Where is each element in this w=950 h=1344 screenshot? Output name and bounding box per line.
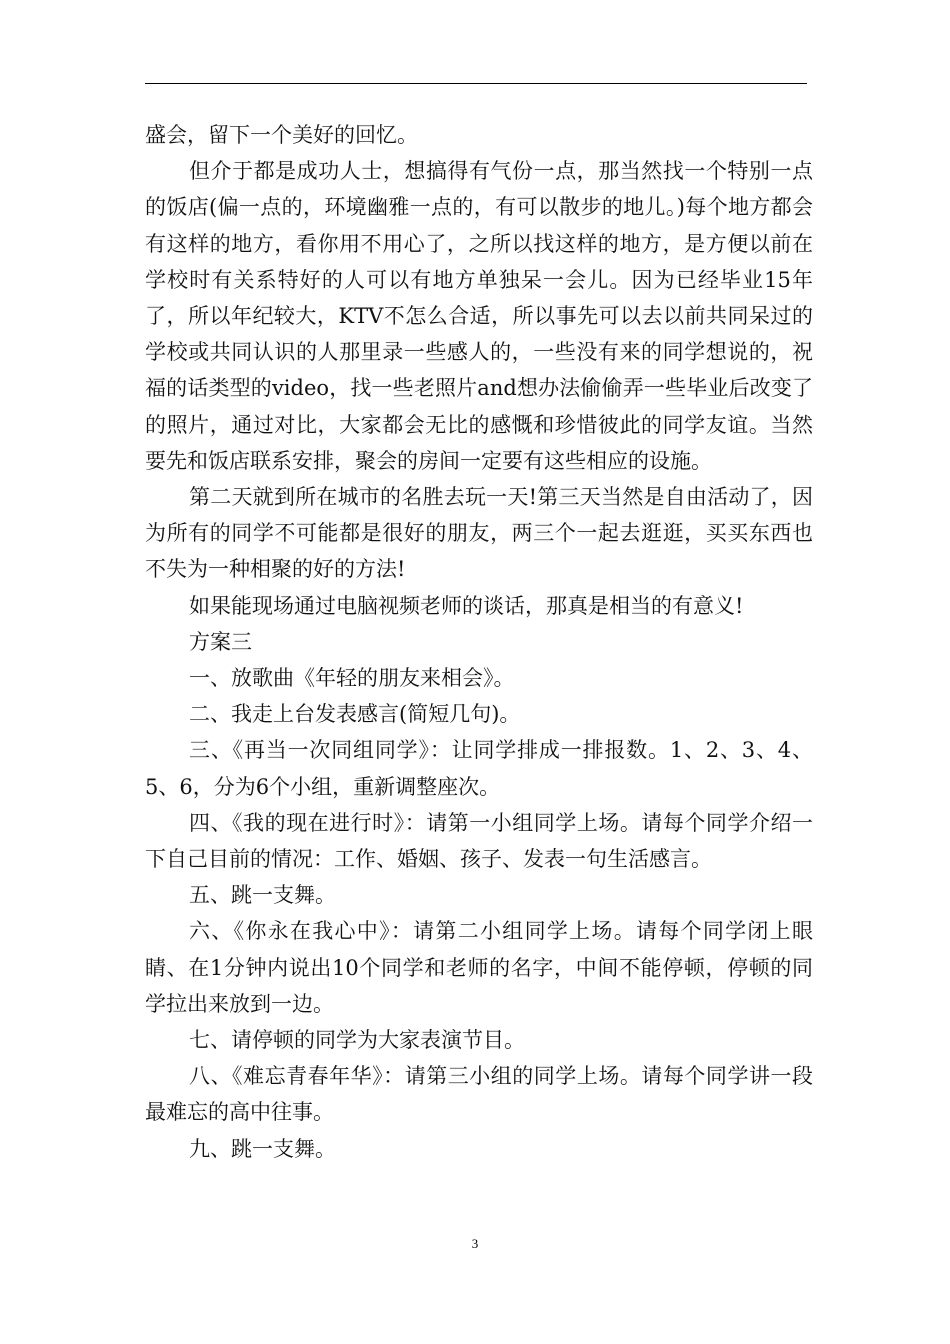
list-item: 七、请停顿的同学为大家表演节目。 [189,1028,525,1053]
header-rule [145,83,807,84]
list-item: 四、《我的现在进行时》：请第一小组同学上场。请每个同学介绍一下自己目前的情况：工作、婚姻、孩子、发表一句生活感言。 [145,810,813,872]
paragraph: 如果能现场通过电脑视频老师的谈话，那真是相当的有意义! [189,593,744,618]
list-item: 五、跳一支舞。 [189,883,336,908]
list-item: 二、我走上台发表感言(简短几句)。 [189,702,521,727]
section-heading: 方案三 [189,629,252,654]
list-item: 九、跳一支舞。 [189,1136,336,1161]
list-item: 三、《再当一次同组同学》：让同学排成一排报数。1、2、3、4、5、6，分为6个小组，重新调整座次。 [145,738,813,799]
page-number: 3 [471,1236,479,1251]
paragraph: 第二天就到所在城市的名胜去玩一天!第三天当然是自由活动了，因为所有的同学不可能都是很好的朋友，两三个一起去逛逛，买买东西也不失为一种相聚的好的方法! [145,485,813,582]
list-item: 八、《难忘青春年华》：请第三小组的同学上场。请每个同学讲一段最难忘的高中往事。 [145,1064,813,1125]
paragraph: 盛会，留下一个美好的回忆。 [145,123,418,147]
paragraph: 但介于都是成功人士，想搞得有气份一点，那当然找一个特别一点的饭店(偏一点的，环境幽雅一点的，有可以散步的地儿。)每个地方都会有这样的地方，看你用不用心了，之所以找这样的地方，是方便以前在学校时有关系特好的人可以有地方单独呆一会儿。因为已经毕业15年了，所以年纪较大，KTV不怎么合适，所以事先可以去以前共同呆过的学校或共同认识的人那里录一些感人的，一些没有来的同学想说的，祝福的话类型的video，找一些老照片and想办法偷偷弄一些毕业后改变了的照片，通过对比，大家都会无比的感慨和珍惜彼此的同学友谊。当然要先和饭店联系安排，聚会的房间一定要有这些相应的设施。 [145,159,813,473]
list-item: 六、《你永在我心中》：请第二小组同学上场。请每个同学闭上眼睛、在1分钟内说出10个同学和老师的名字，中间不能停顿，停顿的同学拉出来放到一边。 [145,919,813,1016]
document-body [145,117,813,1167]
list-item: 一、放歌曲《年轻的朋友来相会》。 [189,666,515,691]
